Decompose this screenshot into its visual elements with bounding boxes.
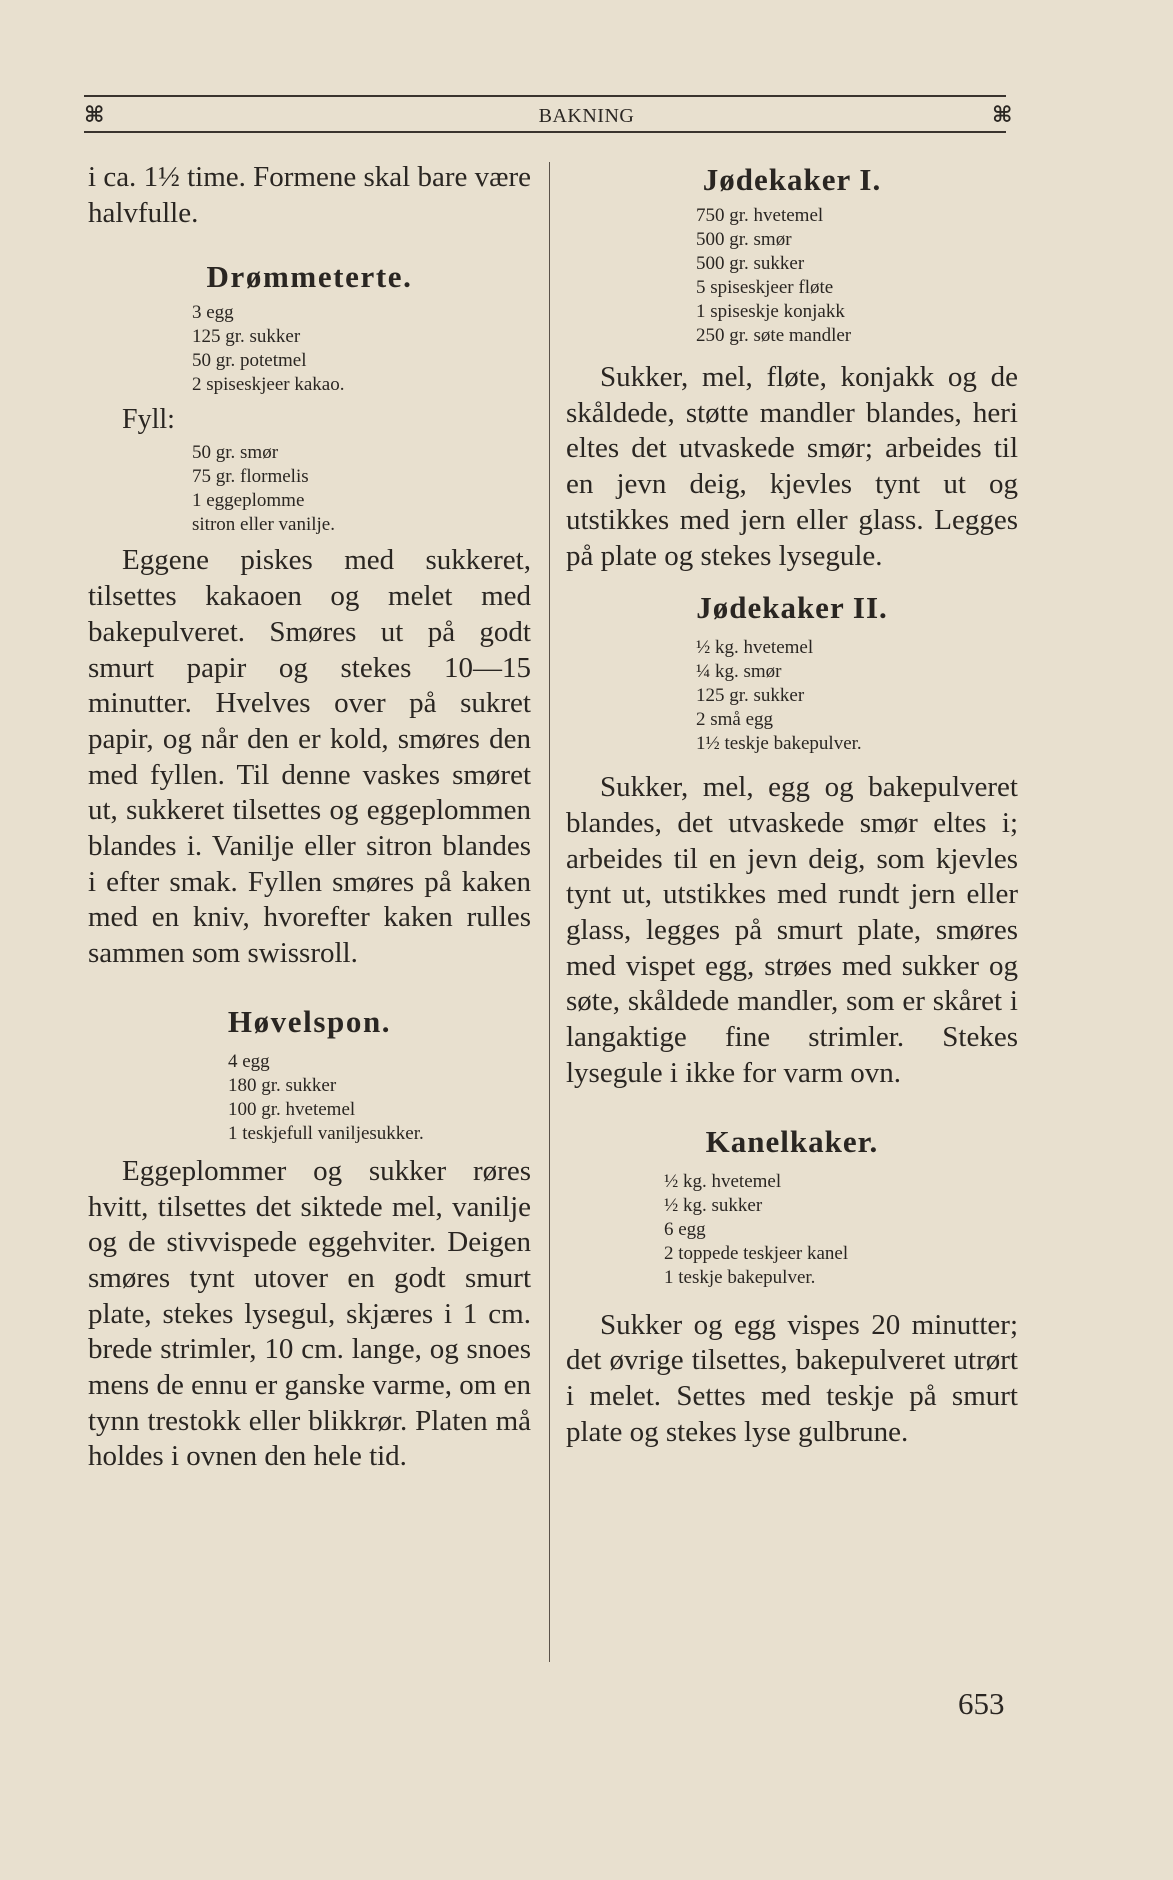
ingredient: 125 gr. sukker <box>192 326 301 348</box>
ingredient: 1 spiseskje konjakk <box>696 301 845 322</box>
ingredient: 4 egg <box>228 1050 270 1072</box>
ingredient: 2 spiseskjeer kakao. <box>192 374 345 396</box>
header-rule-bottom <box>84 131 1006 133</box>
recipe-title-jodekaker-2: Jødekaker II. <box>696 590 888 626</box>
ingredient: ½ kg. hvetemel <box>664 1170 782 1192</box>
recipe-text-jodekaker-1: Sukker, mel, fløte, konjakk og de skåldede, støtte mandler blandes, heri eltes det utvaskede smør; arbeides til en jevn deig, kjevles tynt ut og utstikkes med jern eller glass. Legges på plate og stekes lysegule. <box>566 361 1018 572</box>
ingredient: ½ kg. sukker <box>664 1194 763 1216</box>
ingredient: 1½ teskje bakepulver. <box>696 733 862 755</box>
page-number: 653 <box>958 1686 1005 1721</box>
recipe-text-jodekaker-2: Sukker, mel, egg og bakepulveret blandes, det utvaskede smør eltes i; arbeides til en jevn deig, som kjevles tynt ut, utstikkes med rundt jern eller glass, legges på smurt plate, smøres med vispet egg, strøes med sukker og søte, skåldede mandler, som er skåret i langaktige fine strimler. Stekes lysegule i ikke for varm ovn. <box>566 771 1018 1089</box>
ingredient: 3 egg <box>192 302 234 324</box>
ingredient: 125 gr. sukker <box>696 685 805 707</box>
filling-label: Fyll: <box>122 404 175 436</box>
right-column <box>566 160 1018 1450</box>
left-column <box>88 160 531 1475</box>
ingredient: 1 eggeplomme <box>192 490 305 512</box>
recipe-title-jodekaker-1: Jødekaker I. <box>702 162 882 197</box>
ingredient: 50 gr. potetmel <box>192 350 307 372</box>
ingredient: 6 egg <box>664 1218 706 1240</box>
ingredient: ¼ kg. smør <box>696 661 782 683</box>
header-rule-top <box>84 95 1006 97</box>
ingredients-kanelkaker <box>664 1170 1018 1290</box>
ingredient: 500 gr. sukker <box>696 253 805 274</box>
ingredients-filling <box>192 441 531 537</box>
recipe-title-drommeterte: Drømmeterte. <box>206 259 413 295</box>
ingredient: 180 gr. sukker <box>228 1074 337 1096</box>
ingredients-jodekaker-2 <box>696 636 1018 756</box>
continued-text: i ca. 1½ time. Formene skal bare være halvfulle. <box>88 161 531 229</box>
recipe-title-hovelspon: Høvelspon. <box>227 1003 392 1039</box>
ingredient: 75 gr. flormelis <box>192 466 309 488</box>
recipe-text-hovelspon: Eggeplommer og sukker røres hvitt, tilsettes det siktede mel, vanilje og de stivvispede eggehviter. Deigen smøres tynt utover en godt smurt plate, stekes lysegul, skjæres i 1 cm. brede strimler, 10 cm. lange, og snoes mens de ennu er ganske varme, om en tynn trestokk eller blikkrør. Platen må holdes i ovnen den hele tid. <box>88 1154 531 1473</box>
ingredient: 500 gr. smør <box>696 229 792 250</box>
running-header: BAKNING <box>538 105 635 127</box>
recipe-text-kanelkaker: Sukker og egg vispes 20 minutter; det øvrige tilsettes, bakepulveret utrørt i melet. Settes med teskje på smurt plate og stekes lyse gulbrune. <box>566 1308 1018 1448</box>
ingredient: ½ kg. hvetemel <box>696 637 814 659</box>
ingredient: 1 teskjefull vaniljesukker. <box>228 1122 424 1144</box>
ingredients-hovelspon <box>228 1050 531 1146</box>
ingredient: 50 gr. smør <box>192 442 279 464</box>
ingredient: 1 teskje bakepulver. <box>664 1266 816 1288</box>
header-ornament-left: ⌘ <box>84 102 105 127</box>
ingredients-drommeterte <box>192 301 531 397</box>
ingredient: 750 gr. hvetemel <box>696 205 824 226</box>
recipe-title-kanelkaker: Kanelkaker. <box>705 1123 879 1159</box>
ingredients-jodekaker-1 <box>696 204 1018 348</box>
ingredient: 2 toppede teskjeer kanel <box>664 1242 849 1264</box>
recipe-text-drommeterte: Eggene piskes med sukkeret, tilsettes kakaoen og melet med bakepulveret. Smøres ut på godt smurt papir og stekes 10—15 minutter. Hvelves over på sukret papir, og når den er kold, smøres den med fyllen. Til denne vaskes smøret ut, sukkeret tilsettes og eggeplommen blandes i. Vanilje eller sitron blandes i efter smak. Fyllen smøres på kaken med en kniv, hvorefter kaken rulles sammen som swissroll. <box>88 544 531 970</box>
ingredient: 100 gr. hvetemel <box>228 1098 356 1120</box>
ingredient: 2 små egg <box>696 709 774 731</box>
ingredient: sitron eller vanilje. <box>192 514 335 536</box>
column-divider <box>549 162 550 1662</box>
ingredient: 250 gr. søte mandler <box>696 325 852 346</box>
header-ornament-right: ⌘ <box>992 102 1013 127</box>
ingredient: 5 spiseskjeer fløte <box>696 277 834 298</box>
